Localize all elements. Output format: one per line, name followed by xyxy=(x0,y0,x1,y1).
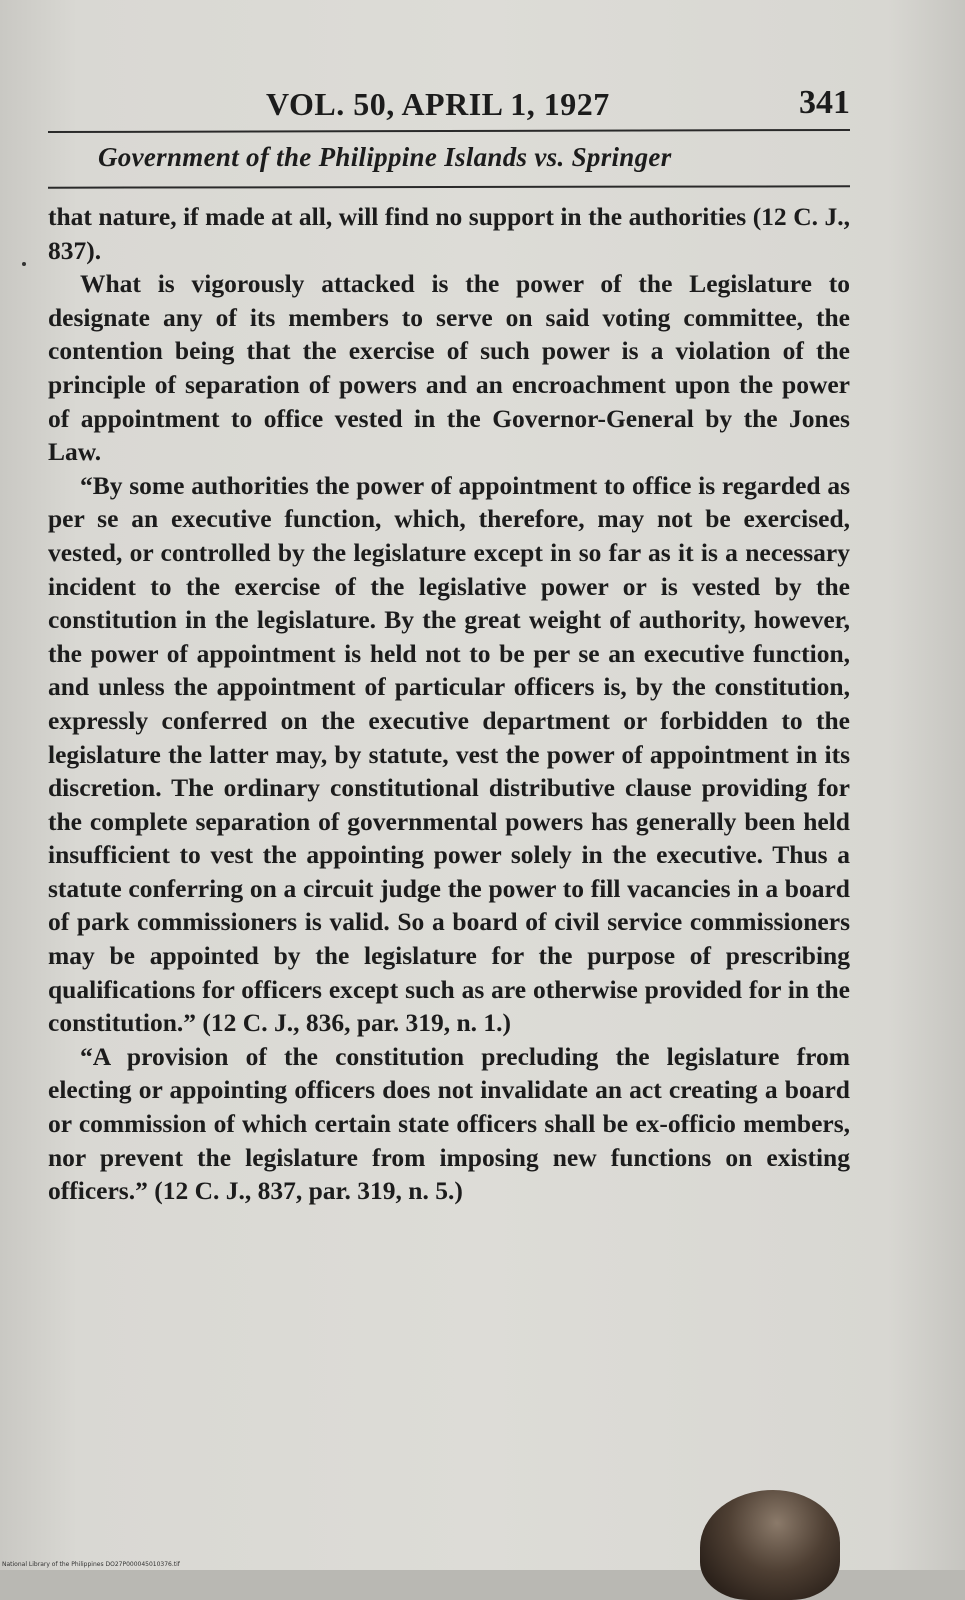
scan-stamp: National Library of the Philippines DO27P000045010376.tif xyxy=(2,1561,180,1568)
paragraph: What is vigorously attacked is the power of the Legislature to designate any of its members to serve on said voting committee, the contention being that the exercise of such power is a violation of the principle of separation of powers and an encroachment upon the power of appointment to office vested in the Governor-General by the Jones Law. xyxy=(48,269,850,467)
case-title: Government of the Philippine Islands vs. Springer xyxy=(98,142,672,172)
header-rule-bottom xyxy=(48,185,850,188)
header-rule-top xyxy=(48,129,850,133)
page-header xyxy=(48,80,850,128)
body-text xyxy=(48,200,850,1208)
paragraph-quote: “By some authorities the power of appointment to office is regarded as per se an executive function, which, therefore, may not be exercised, vested, or controlled by the legislature except in so far as it is a necessary incident to the exercise of the legislative power or is vested by the constitution in the legislature. By the great weight of authority, however, the power of appointment is held not to be per se an executive function, and unless the appointment of particular officers is, by the constitution, expressly conferred on the executive department or forbidden to the legislature the latter may, by statute, vest the power of appointment in its discretion. The ordinary constitutional distributive clause providing for the complete separation of governmental powers has generally been held insufficient to vest the appointing power solely in the executive. Thus a statute conferring on a circuit judge the power to fill vacancies in a board of park commissioners is valid. So a board of civil service commissioners may be appointed by the legislature for the purpose of prescribing qualifications for officers except such as are otherwise provided for in the constitution.” (12 C. J., 836, par. 319, n. 1.) xyxy=(48,470,850,1038)
page-number: 341 xyxy=(799,84,850,121)
scanner-thumb xyxy=(700,1490,840,1600)
paragraph-continuation: that nature, if made at all, will find no support in the authorities (12 C. J., 837). xyxy=(48,202,850,265)
margin-speck xyxy=(22,262,26,266)
running-head: VOL. 50, APRIL 1, 1927 xyxy=(266,86,610,122)
paragraph-quote: “A provision of the constitution precluding the legislature from electing or appointing officers does not invalidate an act creating a board or commission of which certain state officers shall be ex-officio members, nor prevent the legislature from imposing new functions on existing officers.” (12 C. J., 837, par. 319, n. 5.) xyxy=(48,1041,850,1206)
